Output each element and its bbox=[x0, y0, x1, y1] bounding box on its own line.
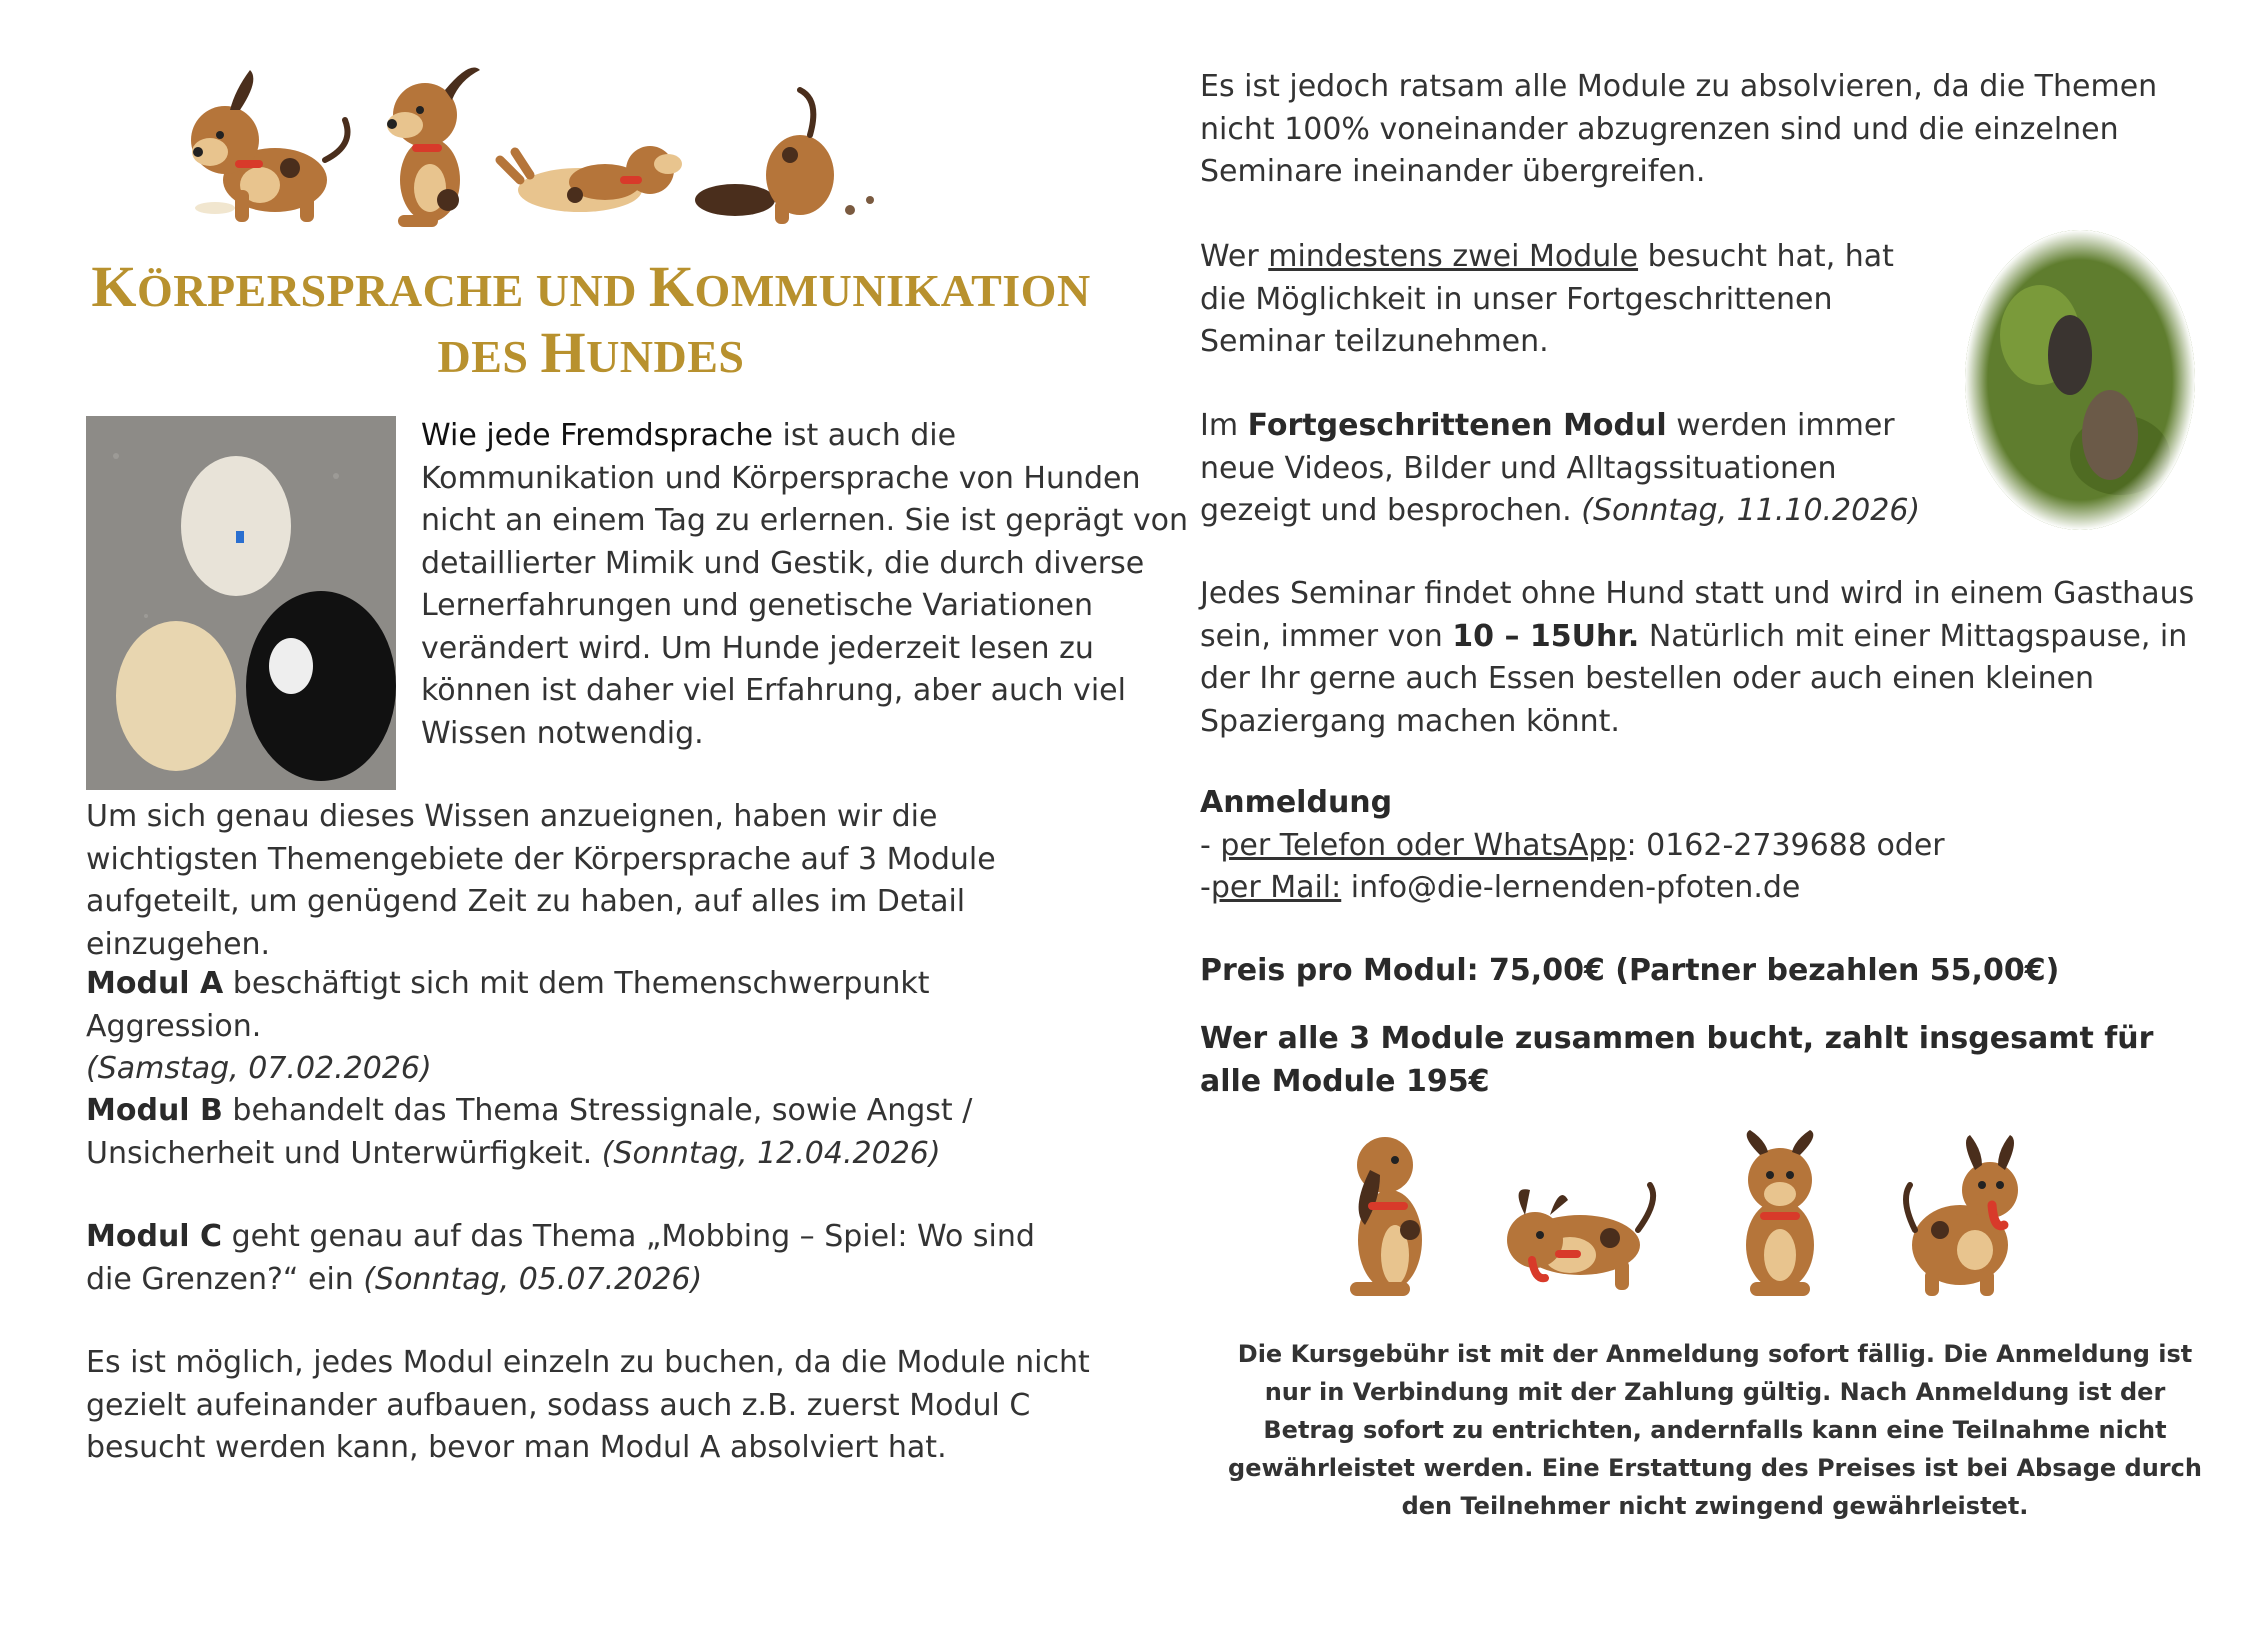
page-title: KÖRPERSPRACHE UND KOMMUNIKATION DES HUNDES bbox=[91, 254, 1091, 385]
seminar-paragraph: Jedes Seminar findet ohne Hund statt und wird in einem Gasthaus sein, immer von 10 – 15Uhr. Natürlich mit einer Mittagspause, in der Ihr gerne auch Essen bestellen oder auch einen kleinen Spaziergang machen könnt. bbox=[1200, 576, 2195, 739]
dog-sitting-front-icon bbox=[1746, 1130, 1814, 1296]
dogs-lawn-photo bbox=[1960, 225, 2200, 535]
intro-paragraph: Wie jede Fremdsprache ist auch die Kommunikation und Körpersprache von Hunden nicht an einem Tag zu erlernen. Sie ist geprägt von detaillierter Mimik und Gestik, die durch diverse Lernerfahrungen und genetische Variationen verändert wird. Um Hunde jederzeit lesen zu können ist daher viel Erfahrung, aber auch viel Wissen notwendig. bbox=[421, 418, 1189, 751]
dog-illustrations-top bbox=[180, 60, 900, 230]
phone-link[interactable]: per Telefon oder WhatsApp bbox=[1220, 827, 1627, 863]
price-text: Preis pro Modul: 75,00€ (Partner bezahlen 55,00€) bbox=[1200, 953, 2060, 988]
modul-b: Modul B behandelt das Thema Stressignale, sowie Angst / Unsicherheit und Unterwürfigkeit. (Sonntag, 12.04.2026) bbox=[86, 1093, 973, 1171]
terms-footer: Die Kursgebühr ist mit der Anmeldung sofort fällig. Die Anmeldung ist nur in Verbindung mit der Zahlung gültig. Nach Anmeldung ist der Betrag sofort zu entrichten, andernfalls kann eine Teilnahme nicht gewährleistet werden. Eine Erstattung des Preises ist bei Absage durch den Teilnehmer nicht zwingend gewährleistet. bbox=[1228, 1340, 2202, 1520]
dog-playbow-icon bbox=[1507, 1185, 1653, 1290]
modul-a: Modul A beschäftigt sich mit dem Themenschwerpunkt Aggression. (Samstag, 07.02.2026) bbox=[86, 966, 930, 1086]
dog-sitting-side-icon bbox=[1350, 1137, 1422, 1296]
bundle-price-text: Wer alle 3 Module zusammen bucht, zahlt insgesamt für alle Module 195€ bbox=[1200, 1021, 2154, 1099]
dog-digging-icon bbox=[695, 90, 874, 224]
modul-c: Modul C geht genau auf das Thema „Mobbing – Spiel: Wo sind die Grenzen?“ ein (Sonntag, 05.07.2026) bbox=[86, 1219, 1035, 1297]
advice-paragraph: Es ist jedoch ratsam alle Module zu absolvieren, da die Themen nicht 100% voneinander abzugrenzen sind und die einzelnen Seminare ineinander übergreifen. bbox=[1200, 69, 2158, 189]
single-booking-paragraph: Es ist möglich, jedes Modul einzeln zu buchen, da die Module nicht gezielt aufeinander aufbauen, sodass auch z.B. zuerst Modul C besucht werden kann, bevor man Modul A absolviert hat. bbox=[86, 1345, 1090, 1465]
dog-happy-icon bbox=[1906, 1135, 2018, 1296]
min-modules-paragraph: Wer mindestens zwei Module besucht hat, hat die Möglichkeit in unser Fortgeschrittenen Seminar teilzunehmen. bbox=[1200, 239, 1894, 359]
dog-lying-icon bbox=[500, 146, 682, 212]
modules-paragraph: Um sich genau dieses Wissen anzueignen, haben wir die wichtigsten Themengebiete der Körpersprache auf 3 Module aufgeteilt, um genügend Zeit zu haben, auf alles im Detail einzugehen. bbox=[86, 799, 996, 962]
mail-link[interactable]: per Mail: bbox=[1210, 870, 1342, 905]
advanced-paragraph: Im Fortgeschrittenen Modul werden immer neue Videos, Bilder und Alltagssituationen gezeigt und besprochen. (Sonntag, 11.10.2026) bbox=[1200, 408, 1921, 528]
registration-heading: Anmeldung bbox=[1200, 785, 1393, 820]
dog-standing-icon bbox=[191, 70, 348, 222]
dog-illustrations-bottom bbox=[1310, 1130, 2070, 1300]
registration-section: Anmeldung - per Telefon oder WhatsApp: 0162-2739688 oder -per Mail: info@die-lernenden-pfoten.de bbox=[1200, 785, 1945, 905]
dogs-photo bbox=[86, 416, 396, 790]
dog-begging-icon bbox=[387, 68, 480, 228]
